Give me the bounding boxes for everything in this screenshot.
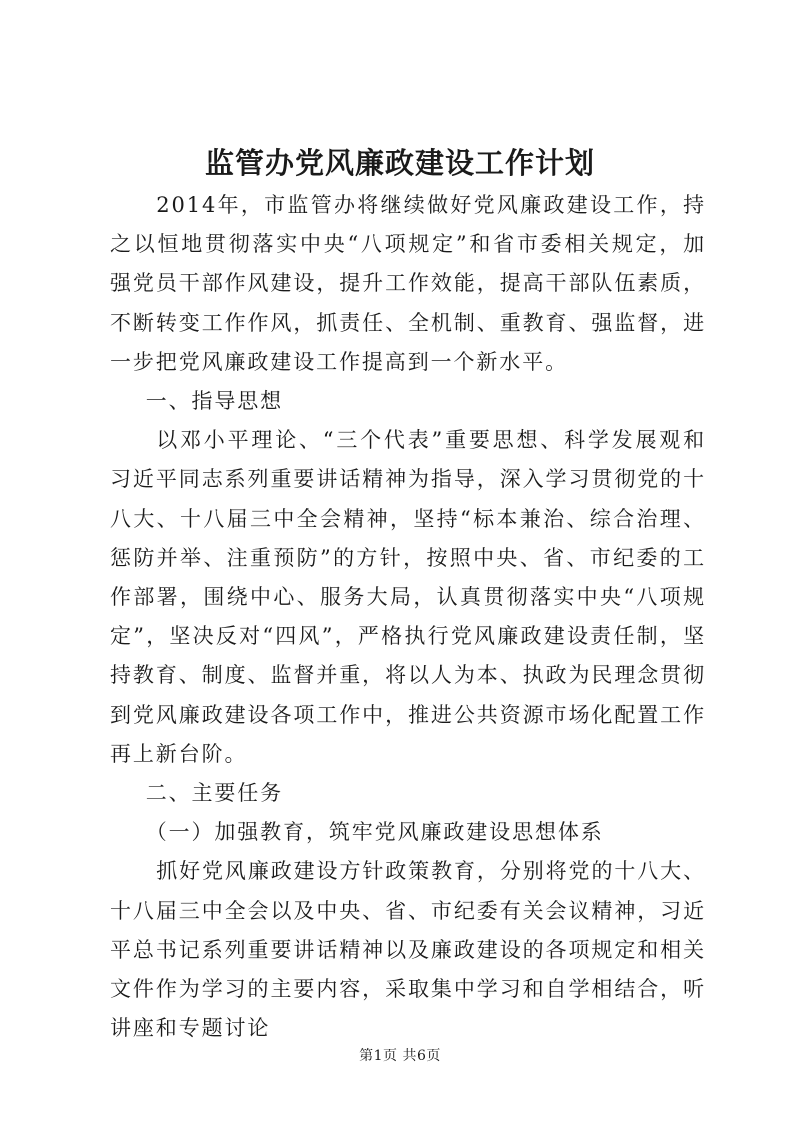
section-heading-guiding-ideology: 一、指导思想 (145, 389, 284, 414)
section-heading-main-tasks: 二、主要任务 (145, 781, 284, 806)
guiding-ideology-paragraph: 以邓小平理论、“三个代表”重要思想、科学发展观和习近平同志系列重要讲话精神为指导，深入学习贯彻党的十八大、十八届三中全会精神，坚持“标本兼治、综合治理、惩防并举、注重预防”的方针，按照中央、省、市纪委的工作部署，围绕中心、服务大局，认真贯彻落实中央“八项规定”，坚决反对“四风”，严格执行党风廉政建设责任制，坚持教育、制度、监督并重，将以人为本、执政为民理念贯彻到党风廉政建设各项工作中，推进公共资源市场化配置工作再上新台阶。 (110, 428, 706, 766)
education-paragraph: 抓好党风廉政建设方针政策教育，分别将党的十八大、十八届三中全会以及中央、省、市纪委有关会议精神，习近平总书记系列重要讲话精神以及廉政建设的各项规定和相关文件作为学习的主要内容，采取集中学习和自学相结合，听讲座和专题讨论 (110, 859, 706, 1041)
page-footer: 第1页 共6页 (359, 1048, 441, 1064)
document-body (110, 186, 706, 1048)
subsection-heading-education: （一）加强教育，筑牢党风廉政建设思想体系 (145, 820, 604, 845)
document-title: 监管办党风廉政建设工作计划 (204, 146, 595, 180)
intro-paragraph: 2014年，市监管办将继续做好党风廉政建设工作，持之以恒地贯彻落实中央“八项规定”和省市委相关规定，加强党员干部作风建设，提升工作效能，提高干部队伍素质，不断转变工作作风，抓责任、全机制、重教育、强监督，进一步把党风廉政建设工作提高到一个新水平。 (110, 193, 706, 374)
